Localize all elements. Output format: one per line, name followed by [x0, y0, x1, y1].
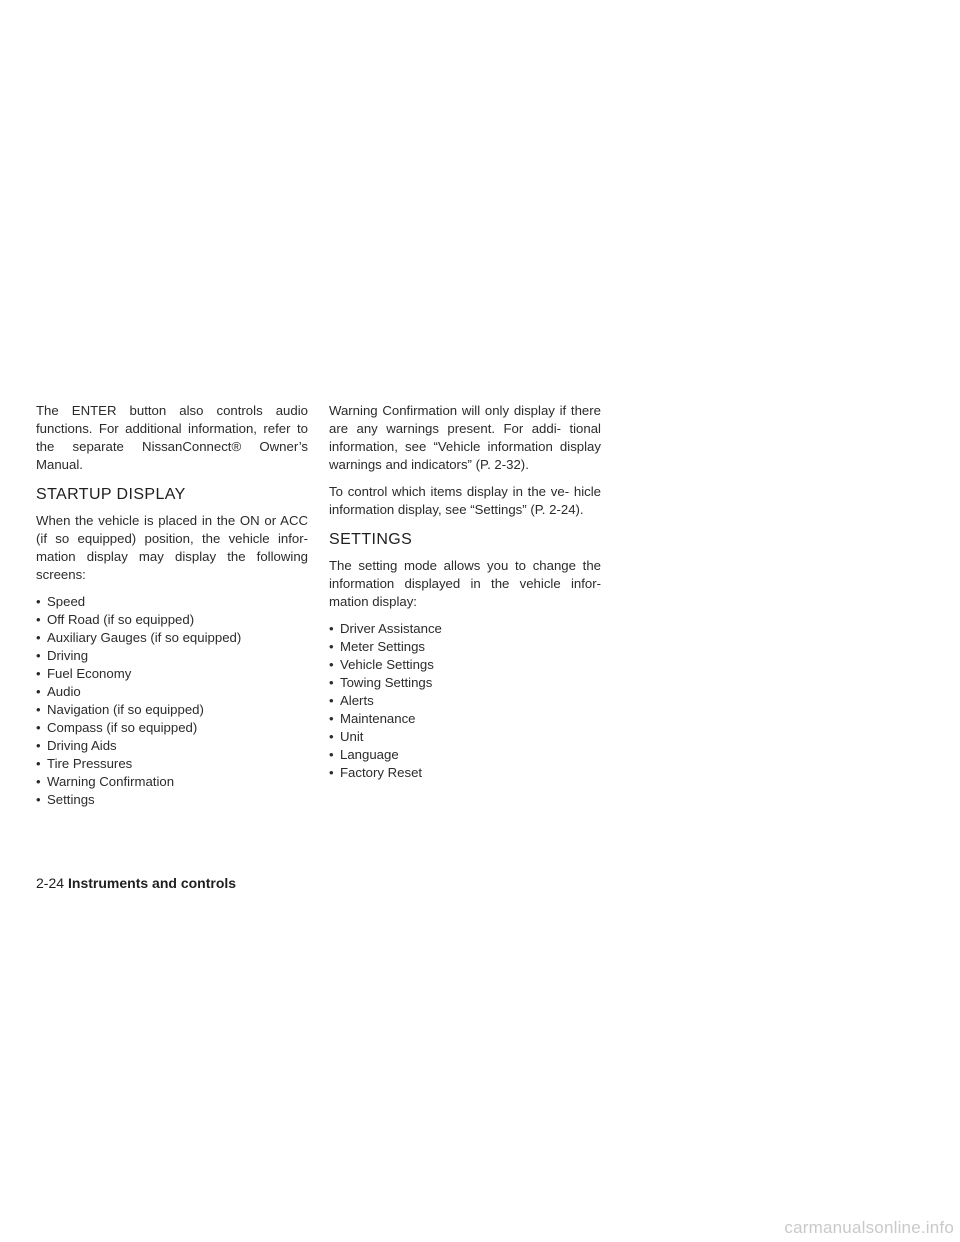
settings-list: [329, 620, 601, 782]
startup-screens-list: [36, 593, 308, 809]
bullet-icon: •: [36, 792, 41, 807]
bullet-icon: •: [36, 720, 41, 735]
list-item: • Language: [329, 747, 399, 762]
list-item: • Meter Settings: [329, 639, 426, 654]
settings-heading: SETTINGS: [329, 531, 413, 548]
bullet-icon: •: [36, 756, 41, 771]
warning-confirmation-paragraph: Warning Confirmation will only display if there are any warnings present. For addi- tional information, see “Vehicle information display warnings and indicators” (P. 2-32).: [329, 403, 601, 472]
list-item: • Off Road (if so equipped): [36, 612, 195, 627]
list-item: • Audio: [36, 684, 81, 699]
settings-body: The setting mode allows you to change the information displayed in the vehicle infor- mation display:: [329, 558, 601, 609]
bullet-icon: •: [329, 693, 334, 708]
page-number: 2-24: [36, 875, 65, 891]
list-item: • Tire Pressures: [36, 756, 133, 771]
bullet-icon: •: [36, 666, 41, 681]
list-item: • Vehicle Settings: [329, 657, 434, 672]
list-item: • Settings: [36, 792, 95, 807]
list-item: • Navigation (if so equipped): [36, 702, 204, 717]
right-column: [329, 402, 601, 782]
list-item: • Warning Confirmation: [36, 774, 175, 789]
bullet-icon: •: [36, 774, 41, 789]
bullet-icon: •: [329, 765, 334, 780]
bullet-icon: •: [329, 657, 334, 672]
list-item: • Alerts: [329, 693, 374, 708]
page-footer: [36, 875, 236, 891]
list-item: • Maintenance: [329, 711, 416, 726]
bullet-icon: •: [36, 594, 41, 609]
bullet-icon: •: [36, 648, 41, 663]
section-title: Instruments and controls: [68, 875, 237, 891]
list-item: • Fuel Economy: [36, 666, 132, 681]
startup-display-body: When the vehicle is placed in the ON or ACC (if so equipped) position, the vehicle infor- mation display may display the following screens:: [36, 513, 308, 582]
startup-display-heading: STARTUP DISPLAY: [36, 486, 186, 503]
list-item: • Compass (if so equipped): [36, 720, 198, 735]
intro-paragraph: The ENTER button also controls audio functions. For additional information, refer to the separate NissanConnect® Owner’s Manual.: [36, 403, 308, 472]
list-item: • Factory Reset: [329, 765, 423, 780]
bullet-icon: •: [329, 675, 334, 690]
bullet-icon: •: [329, 621, 334, 636]
bullet-icon: •: [329, 747, 334, 762]
bullet-icon: •: [36, 702, 41, 717]
list-item: • Driving Aids: [36, 738, 117, 753]
bullet-icon: •: [36, 630, 41, 645]
list-item: • Driver Assistance: [329, 621, 442, 636]
bullet-icon: •: [36, 738, 41, 753]
bullet-icon: •: [329, 711, 334, 726]
watermark: carmanualsonline.info: [784, 1218, 954, 1237]
bullet-icon: •: [36, 612, 41, 627]
bullet-icon: •: [329, 729, 334, 744]
control-items-paragraph: To control which items display in the ve- hicle information display, see “Settings” (P. 2-24).: [329, 484, 601, 517]
list-item: • Towing Settings: [329, 675, 433, 690]
left-column: [36, 402, 308, 809]
list-item: • Speed: [36, 594, 86, 609]
list-item: • Driving: [36, 648, 89, 663]
bullet-icon: •: [329, 639, 334, 654]
list-item: • Unit: [329, 729, 364, 744]
bullet-icon: •: [36, 684, 41, 699]
list-item: • Auxiliary Gauges (if so equipped): [36, 630, 242, 645]
